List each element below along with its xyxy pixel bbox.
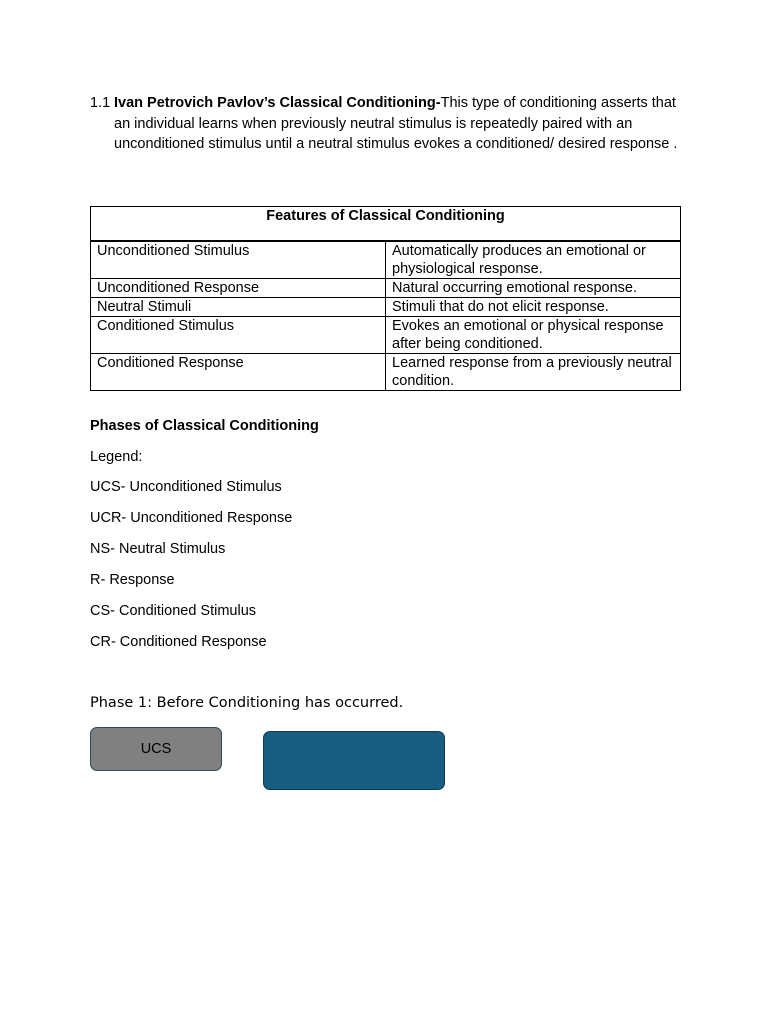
table-cell-term: Neutral Stimuli: [91, 298, 386, 317]
table-cell-term: Unconditioned Response: [91, 279, 386, 298]
table-row: [91, 317, 681, 354]
table-row: [91, 241, 681, 279]
table-cell-term: Conditioned Response: [91, 354, 386, 391]
phases-heading: Phases of Classical Conditioning: [90, 418, 319, 434]
table-cell-description: Evokes an emotional or physical response after being conditioned.: [386, 317, 681, 354]
features-table: [90, 206, 681, 391]
response-box: [263, 731, 445, 790]
intro-body: [114, 93, 680, 155]
table-cell-term: Unconditioned Stimulus: [91, 241, 386, 279]
legend-item: UCR- Unconditioned Response: [90, 510, 293, 526]
section-number: 1.1: [90, 95, 111, 111]
legend-item: R- Response: [90, 572, 175, 588]
legend-item: CS- Conditioned Stimulus: [90, 603, 257, 619]
table-row: [91, 279, 681, 298]
table-cell-description: Natural occurring emotional response.: [386, 279, 681, 298]
phase-1-title: Phase 1: Before Conditioning has occurred.: [90, 695, 404, 711]
table-header-row: [91, 207, 681, 242]
table-row: [91, 298, 681, 317]
table-cell-term: Conditioned Stimulus: [91, 317, 386, 354]
table-row: [91, 354, 681, 391]
table-cell-description: Learned response from a previously neutral condition.: [386, 354, 681, 391]
intro-paragraph: [90, 93, 680, 155]
legend-label: Legend:: [90, 449, 143, 465]
intro-text: This type of conditioning asserts that an individual learns when previously neutral stimulus is repeatedly paired with an unconditioned stimulus until a neutral stimulus evokes a conditioned/ desired response .: [114, 95, 678, 152]
legend-item: CR- Conditioned Response: [90, 634, 267, 650]
table-cell-description: Stimuli that do not elicit response.: [386, 298, 681, 317]
table-title: Features of Classical Conditioning: [91, 207, 681, 242]
intro-heading: Ivan Petrovich Pavlov’s Classical Conditioning-: [114, 95, 441, 111]
table-cell-description: Automatically produces an emotional or physiological response.: [386, 241, 681, 279]
legend-item: UCS- Unconditioned Stimulus: [90, 479, 282, 495]
legend-item: NS- Neutral Stimulus: [90, 541, 226, 557]
ucs-box: UCS: [90, 727, 222, 771]
